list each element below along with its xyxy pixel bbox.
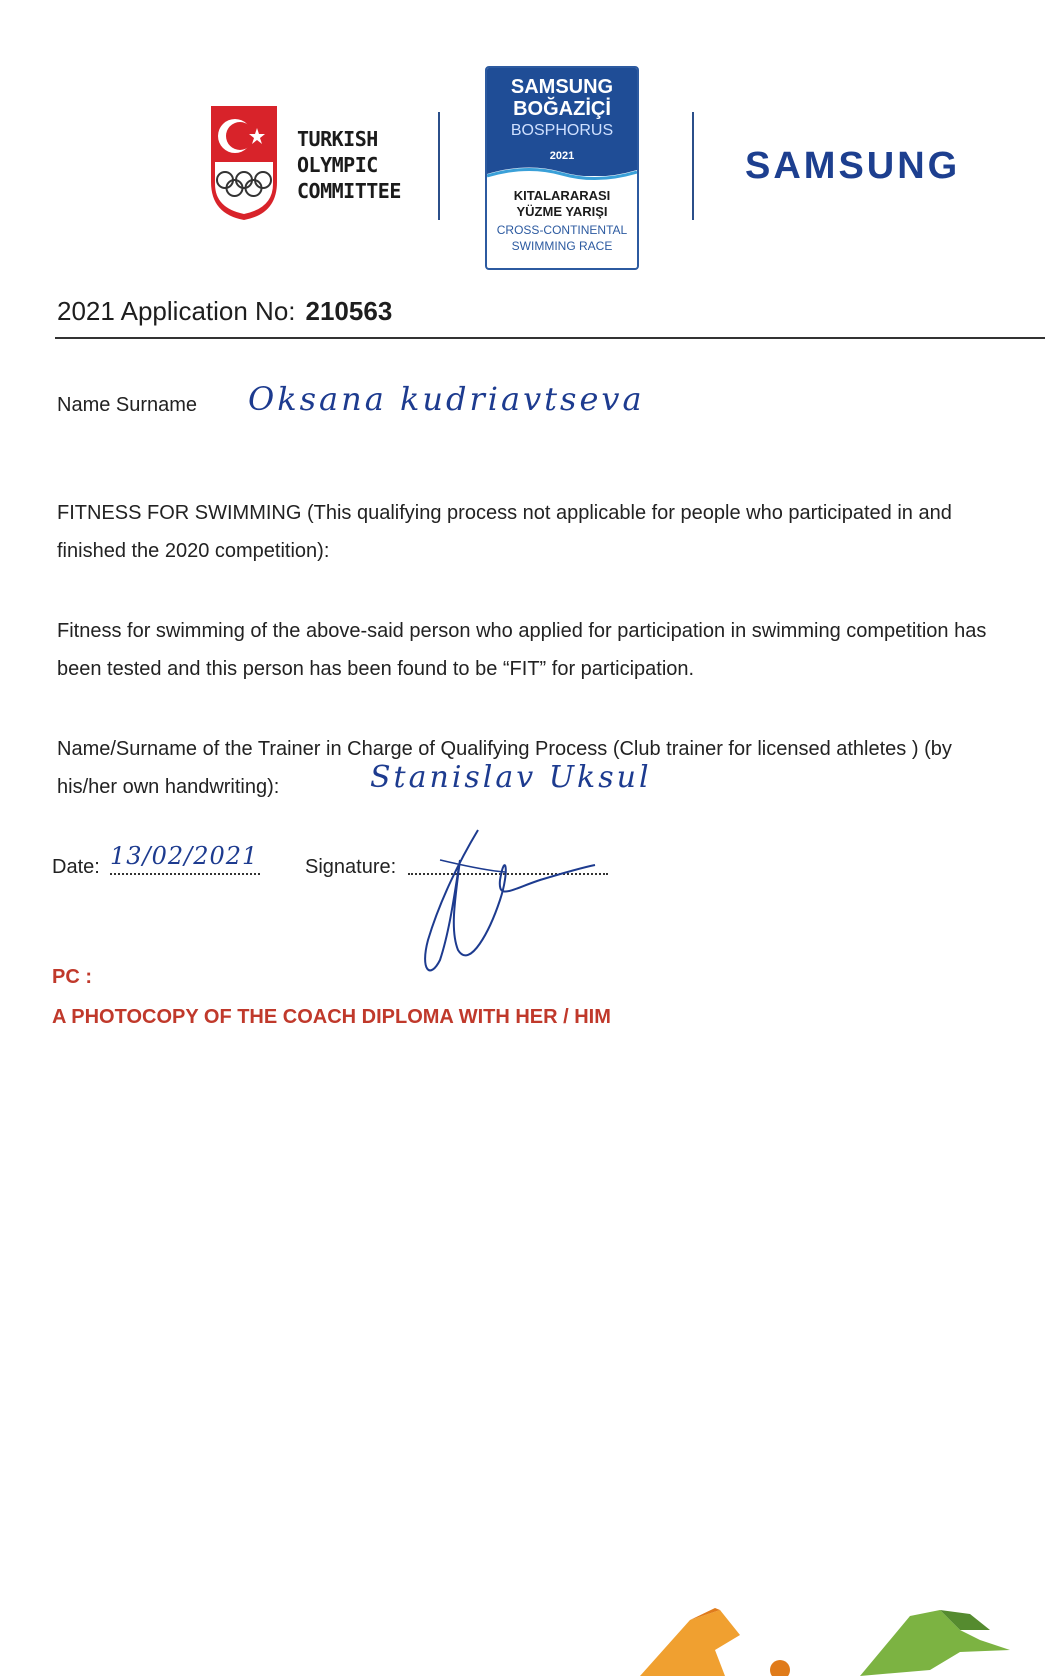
race-badge-line5: YÜZME YARIŞI: [516, 204, 608, 219]
date-dotted-line: [110, 873, 260, 875]
name-surname-label: Name Surname: [57, 394, 198, 416]
date-handwritten: 13/02/2021: [110, 842, 259, 870]
olympic-committee-line1: TURKISH: [297, 127, 378, 151]
wave-icon: [487, 164, 637, 186]
trainer-label: Name/Surname of the Trainer in Charge of Qualifying Process (Club trainer for licensed athletes ) (by his/her own handwriting):: [57, 738, 952, 798]
header-divider-right: [692, 112, 694, 220]
race-badge-line7: SWIMMING RACE: [511, 239, 613, 253]
swimmers-illustration-icon: [630, 1580, 1060, 1676]
race-badge-year: 2021: [549, 150, 575, 162]
header-divider-left: [438, 112, 440, 220]
signature-label: Signature:: [305, 856, 397, 878]
turkish-olympic-committee-logo: [205, 102, 410, 227]
olympic-committee-wordmark: [297, 126, 401, 204]
olympic-rings-emblem-icon: [205, 102, 283, 222]
header-rule: [55, 337, 1045, 339]
application-number-value: 210563: [305, 296, 393, 326]
name-surname-handwritten: Oksana kudriavtseva: [248, 380, 645, 418]
handwritten-signature: [410, 820, 610, 990]
application-number-label: 2021 Application No:: [57, 296, 296, 326]
olympic-committee-line3: COMMITTEE: [297, 179, 401, 203]
race-badge-line1: SAMSUNG: [510, 76, 614, 98]
race-badge-line3: BOSPHORUS: [510, 122, 614, 139]
pc-label: PC :: [52, 966, 92, 988]
race-badge-line2: BOĞAZİÇİ: [513, 98, 611, 120]
trainer-name-handwritten: Stanislav Uksul: [370, 760, 652, 795]
pc-note: A PHOTOCOPY OF THE COACH DIPLOMA WITH HER / HIM: [52, 1006, 611, 1028]
application-number-row: [57, 296, 392, 327]
bosphorus-race-badge: [485, 66, 639, 270]
fitness-statement: Fitness for swimming of the above-said person who applied for participation in swimming competition has been tested and this person has been found to be “FIT” for participation.: [57, 620, 987, 680]
samsung-logo: SAMSUNG: [745, 145, 961, 187]
olympic-committee-line2: OLYMPIC: [297, 153, 378, 177]
race-badge-line6: CROSS-CONTINENTAL: [496, 223, 628, 237]
fitness-heading: FITNESS FOR SWIMMING (This qualifying process not applicable for people who participated in and finished the 2020 competition):: [57, 502, 952, 562]
race-badge-line4: KITALARARASI: [513, 188, 611, 203]
date-label: Date:: [52, 856, 100, 878]
